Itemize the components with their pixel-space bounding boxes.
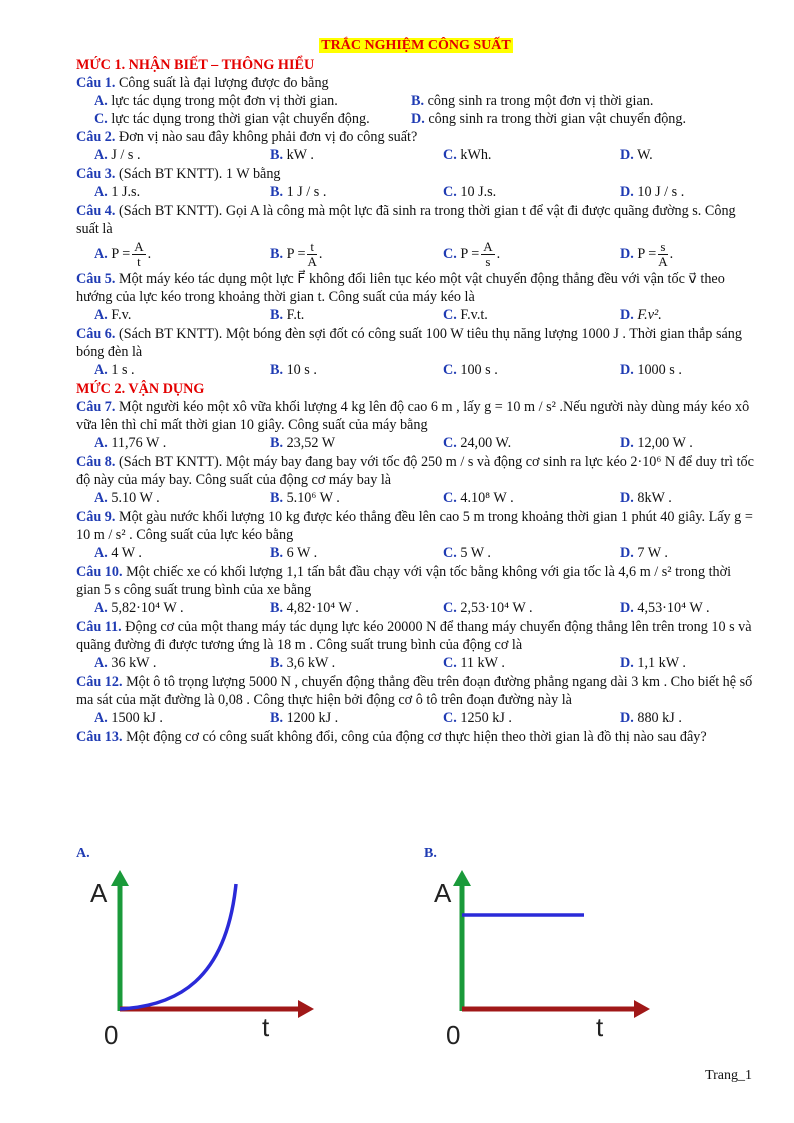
- q6-options: A. 1 s . B. 10 s . C. 100 s . D. 1000 s .: [94, 362, 682, 378]
- q10-option-a: 5,82·10⁴ W .: [111, 600, 184, 616]
- q11-options: A. 36 kW . B. 3,6 kW . C. 11 kW . D. 1,1 kW .: [94, 655, 686, 671]
- q9-option-c: 5 W .: [460, 545, 491, 561]
- q9-option-d: 7 W .: [637, 545, 668, 561]
- q12-option-c: 1250 kJ .: [460, 710, 512, 726]
- question-13: Câu 13. Một động cơ có công suất không đổi, công của động cơ thực hiện theo thời gian là đồ thị nào sau đây?: [76, 729, 707, 745]
- q4-option-a-fraction: $\frac{A}{t}$: [134, 239, 144, 270]
- q9-option-a: 4 W .: [111, 545, 142, 561]
- question-8: Câu 8. (Sách BT KNTT). Một máy bay đang bay với tốc độ 250 m / s và động cơ sinh ra lực kéo 2·10⁶ N để duy trì tốc độ này của máy bay. Công suất của động cơ máy bay là: [76, 454, 754, 488]
- q6-option-d: 1000 s .: [637, 362, 682, 378]
- q11-option-c: 11 kW .: [460, 655, 505, 671]
- q8-option-d: 8kW .: [637, 490, 672, 506]
- q4-option-d-fraction: $\frac{s}{A}$: [658, 239, 668, 270]
- graph-b-label: B.: [424, 846, 437, 861]
- q1-option-b: công sinh ra trong một đơn vị thời gian.: [427, 93, 654, 109]
- graph-a-label: A.: [76, 846, 90, 861]
- question-4: Câu 4. (Sách BT KNTT). Gọi A là công mà một lực đã sinh ra trong thời gian t để vật đi được quãng đường s. Công suất là: [76, 203, 736, 237]
- q11-option-a: 36 kW .: [111, 655, 157, 671]
- question-5: Câu 5. Một máy kéo tác dụng một lực F⃗ không đổi liên tục kéo một vật chuyển động thẳng đều với vận tốc v⃗ theo hướng của lực kéo trong khoảng thời gian t. Công suất của máy kéo là: [76, 271, 725, 305]
- q1-option-a: lực tác dụng trong một đơn vị thời gian.: [111, 93, 338, 109]
- worksheet: [76, 37, 756, 746]
- q5-option-c: F.v.t.: [460, 307, 488, 323]
- graph-a-y-arrow: [111, 870, 129, 886]
- q8-option-b: 5.10⁶ W .: [286, 490, 340, 506]
- question-2: Câu 2. Đơn vị nào sau đây không phải đơn vị đo công suất?: [76, 129, 418, 145]
- q10-option-c: 2,53·10⁴ W .: [460, 600, 533, 616]
- q4-option-b-fraction: $\frac{t}{A}$: [307, 239, 317, 270]
- graph-b-y-label: A: [434, 878, 452, 908]
- q10-option-d: 4,53·10⁴ W .: [637, 600, 710, 616]
- question-6: Câu 6. (Sách BT KNTT). Một bóng đèn sợi đốt có công suất 100 W tiêu thụ năng lượng 1000 J . Thời gian thắp sáng bóng đèn là: [76, 326, 742, 360]
- q2-option-c: kWh.: [460, 147, 492, 163]
- q6-option-a: 1 s .: [111, 362, 135, 378]
- q1-option-c: lực tác dụng trong thời gian vật chuyển động.: [111, 111, 370, 127]
- q5-option-b: F.t.: [286, 307, 305, 323]
- q6-option-c: 100 s .: [460, 362, 498, 378]
- q9-option-b: 6 W .: [286, 545, 318, 561]
- q2-option-d: W.: [637, 147, 653, 163]
- q12-option-a: 1500 kJ .: [111, 710, 163, 726]
- q7-options: A. 11,76 W . B. 23,52 W C. 24,00 W. D. 12,00 W .: [94, 435, 693, 451]
- q10-options: A. 5,82·10⁴ W . B. 4,82·10⁴ W . C. 2,53·10⁴ W . D. 4,53·10⁴ W .: [94, 600, 710, 616]
- q9-options: A. 4 W . B. 6 W . C. 5 W . D. 7 W .: [94, 545, 668, 561]
- q4-options: A. P = $\frac{A}{t}$ . B. P = $\frac{t}{A}$ . C. P = $\frac{A}{s}$ . D. P = $\frac{s}{A}$ .: [94, 239, 674, 270]
- q2-option-b: kW .: [286, 147, 314, 163]
- level-2-heading: MỨC 2. VẬN DỤNG: [76, 381, 205, 397]
- q11-option-b: 3,6 kW .: [286, 655, 336, 671]
- q2-option-a: J / s .: [111, 147, 141, 163]
- q11-option-d: 1,1 kW .: [637, 655, 686, 671]
- q12-option-d: 880 kJ .: [637, 710, 682, 726]
- graph-a-x-label: t: [262, 1012, 270, 1042]
- graph-b-origin-label: 0: [446, 1020, 461, 1050]
- question-3: Câu 3. (Sách BT KNTT). 1 W bằng: [76, 166, 281, 182]
- q1-options-row2: C. lực tác dụng trong thời gian vật chuyển động. D. công sinh ra trong thời gian vật chuyển động.: [94, 111, 687, 127]
- graph-a-origin-label: 0: [104, 1020, 119, 1050]
- q6-option-b: 10 s .: [286, 362, 317, 378]
- q8-option-c: 4.10⁸ W .: [460, 490, 514, 506]
- level-1-heading: MỨC 1. NHẬN BIẾT – THÔNG HIỂU: [76, 57, 315, 73]
- q8-options: A. 5.10 W . B. 5.10⁶ W . C. 4.10⁸ W . D. 8kW .: [94, 490, 672, 506]
- q7-option-b: 23,52 W: [286, 435, 336, 451]
- graph-b-x-arrow: [634, 1000, 650, 1018]
- q5-option-d: F.v².: [637, 307, 662, 323]
- question-9: Câu 9. Một gàu nước khối lượng 10 kg được kéo thẳng đều lên cao 5 m trong khoảng thời gian 1 phút 40 giây. Lấy g = 10 m / s² . Công suất của lực kéo bằng: [76, 509, 753, 543]
- q7-option-a: 11,76 W .: [111, 435, 167, 451]
- q3-option-b: 1 J / s .: [286, 184, 327, 200]
- q10-option-b: 4,82·10⁴ W .: [286, 600, 359, 616]
- question-10: Câu 10. Một chiếc xe có khối lượng 1,1 tấn bắt đầu chạy với vận tốc bằng không với gia tốc là 4,6 m / s² trong thời gian 5 s công suất trung bình của xe bằng: [76, 564, 732, 598]
- q5-option-a: F.v.: [111, 307, 132, 323]
- question-1: Câu 1. Công suất là đại lượng được đo bằng: [76, 75, 329, 91]
- q7-option-c: 24,00 W.: [460, 435, 512, 451]
- graph-b-y-arrow: [453, 870, 471, 886]
- q3-option-d: 10 J / s .: [637, 184, 685, 200]
- graph-b-x-label: t: [596, 1012, 604, 1042]
- graph-a-y-label: A: [90, 878, 108, 908]
- question-7: Câu 7. Một người kéo một xô vữa khối lượng 4 kg lên độ cao 6 m , lấy g = 10 m / s² .Nếu người này dùng máy kéo xô vữa lên thì chỉ mất thời gian 10 giây. Công suất của máy bằng: [76, 399, 750, 433]
- graph-b: [426, 866, 666, 1056]
- page-number: Trang_1: [705, 1068, 752, 1083]
- page-title: TRẮC NGHIỆM CÔNG SUẤT: [321, 38, 511, 53]
- q12-option-b: 1200 kJ .: [286, 710, 339, 726]
- q12-options: A. 1500 kJ . B. 1200 kJ . C. 1250 kJ . D. 880 kJ .: [94, 710, 682, 726]
- q8-option-a: 5.10 W .: [111, 490, 160, 506]
- q13-graphs: [76, 846, 776, 1066]
- q3-options: A. 1 J.s. B. 1 J / s . C. 10 J.s. D. 10 J / s .: [94, 184, 685, 200]
- q2-options: A. J / s . B. kW . C. kWh. D. W.: [94, 147, 653, 163]
- q5-options: A. F.v. B. F.t. C. F.v.t. D. F.v².: [94, 307, 662, 323]
- graph-a: [86, 866, 326, 1056]
- q4-option-c-fraction: $\frac{A}{s}$: [483, 239, 493, 270]
- q7-option-d: 12,00 W .: [637, 435, 693, 451]
- question-11: Câu 11. Động cơ của một thang máy tác dụng lực kéo 20000 N để thang máy chuyển động thẳng lên trên trong 10 s và quãng đường đi được tương ứng là 18 m . Công suất trung bình của động cơ là: [76, 619, 752, 653]
- q3-option-c: 10 J.s.: [460, 184, 497, 200]
- q3-option-a: 1 J.s.: [111, 184, 141, 200]
- graph-a-x-arrow: [298, 1000, 314, 1018]
- q1-options-row1: A. lực tác dụng trong một đơn vị thời gian. B. công sinh ra trong một đơn vị thời gian.: [94, 93, 654, 109]
- graph-a-curve: [120, 884, 236, 1009]
- question-12: Câu 12. Một ô tô trọng lượng 5000 N , chuyển động thẳng đều trên đoạn đường phẳng ngang dài 3 km . Cho biết hệ số ma sát của mặt đường là 0,08 . Công thực hiện bởi động cơ ô tô trên đoạn đường này là: [76, 674, 753, 708]
- q1-option-d: công sinh ra trong thời gian vật chuyển động.: [428, 111, 687, 127]
